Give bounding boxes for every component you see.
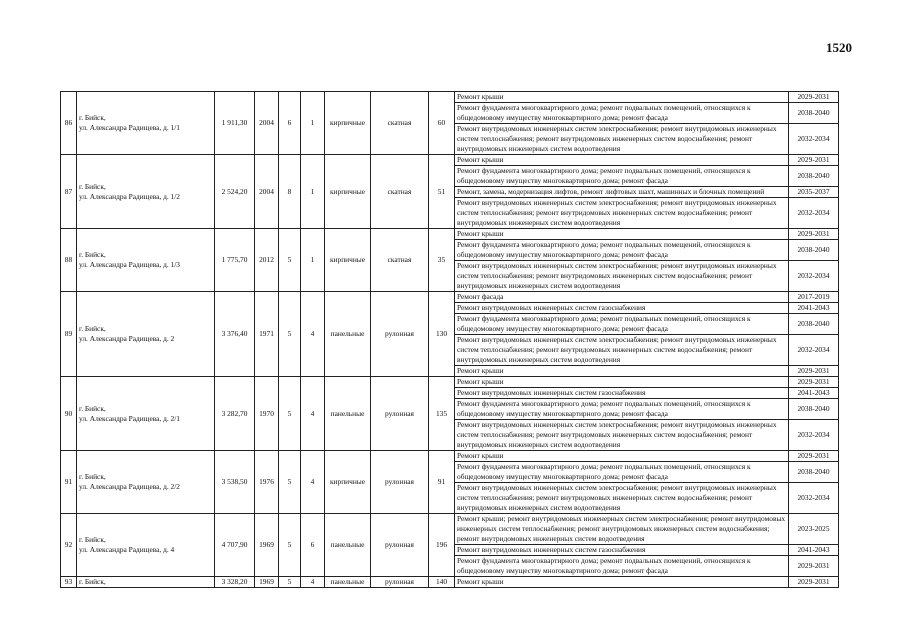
- work-description: Ремонт фундамента многоквартирного дома; ремонт подвальных помещений, относящихся к общедомовому имуществу многоквартирного дома; ремонт фасада: [455, 314, 789, 335]
- building-year: 1976: [255, 451, 279, 514]
- building-walls: панельные: [325, 514, 371, 577]
- address-street: ул. Александра Радищева, д. 2/1: [79, 413, 180, 423]
- work-description: Ремонт крыши: [455, 155, 789, 166]
- building-number: 91: [61, 451, 77, 514]
- work-description: Ремонт крыши: [455, 451, 789, 462]
- building-floors: 5: [279, 292, 301, 377]
- building-address: [77, 92, 215, 155]
- building-number: 87: [61, 155, 77, 229]
- work-description: Ремонт фундамента многоквартирного дома; ремонт подвальных помещений, относящихся к общедомовому имуществу многоквартирного дома; ремонт фасада: [455, 556, 789, 577]
- work-period: 2029-2031: [789, 451, 839, 462]
- work-description: Ремонт внутридомовых инженерных систем газоснабжения: [455, 303, 789, 314]
- work-description: Ремонт, замена, модернизация лифтов, ремонт лифтовых шахт, машинных и блочных помещений: [455, 187, 789, 198]
- building-year: 2004: [255, 155, 279, 229]
- work-period: 2029-2031: [789, 377, 839, 388]
- work-description: Ремонт крыши; ремонт внутридомовых инженерных систем электроснабжения; ремонт внутридомовых инженерных систем теплоснабжения; ремонт внутридомовых инженерных систем водоснабжения; ремонт внутридомовых инженерных систем водоотведения: [455, 514, 789, 545]
- building-area: 3 538,50: [215, 451, 255, 514]
- building-residents: 130: [429, 292, 455, 377]
- table-row: [61, 377, 839, 388]
- building-entrances: 4: [301, 292, 325, 377]
- building-area: 4 707,90: [215, 514, 255, 577]
- building-number: 89: [61, 292, 77, 377]
- building-roof: рулонная: [371, 577, 429, 588]
- work-description: Ремонт фундамента многоквартирного дома; ремонт подвальных помещений, относящихся к общедомовому имуществу многоквартирного дома; ремонт фасада: [455, 166, 789, 187]
- table-row: [61, 155, 839, 166]
- building-walls: панельные: [325, 577, 371, 588]
- table-row: [61, 229, 839, 240]
- building-address: [77, 292, 215, 377]
- building-residents: 60: [429, 92, 455, 155]
- building-year: 1971: [255, 292, 279, 377]
- building-year: 2012: [255, 229, 279, 292]
- building-address: [77, 514, 215, 577]
- building-walls: кирпичные: [325, 155, 371, 229]
- building-address: [77, 229, 215, 292]
- building-floors: 5: [279, 229, 301, 292]
- building-floors: 5: [279, 514, 301, 577]
- work-period: 2038-2040: [789, 399, 839, 420]
- work-period: 2038-2040: [789, 462, 839, 483]
- table-row: [61, 451, 839, 462]
- address-street: ул. Александра Радищева, д. 1/2: [79, 191, 180, 201]
- work-period: 2041-2043: [789, 545, 839, 556]
- building-entrances: 1: [301, 92, 325, 155]
- work-period: 2029-2031: [789, 229, 839, 240]
- building-year: 2004: [255, 92, 279, 155]
- work-period: 2041-2043: [789, 388, 839, 399]
- building-floors: 5: [279, 377, 301, 451]
- work-period: 2041-2043: [789, 303, 839, 314]
- building-entrances: 6: [301, 514, 325, 577]
- page-number: 1520: [826, 40, 852, 55]
- address-city: г. Бийск,: [79, 250, 106, 259]
- work-period: 2029-2031: [789, 155, 839, 166]
- work-description: Ремонт внутридомовых инженерных систем электроснабжения; ремонт внутридомовых инженерных систем теплоснабжения; ремонт внутридомовых инженерных систем водоснабжения; ремонт внутридомовых инженерных систем водоотведения: [455, 483, 789, 514]
- building-year: 1969: [255, 514, 279, 577]
- table-row: [61, 577, 839, 588]
- address-street: ул. Александра Радищева, д. 1/3: [79, 260, 180, 269]
- work-description: Ремонт внутридомовых инженерных систем электроснабжения; ремонт внутридомовых инженерных систем теплоснабжения; ремонт внутридомовых инженерных систем водоснабжения; ремонт внутридомовых инженерных систем водоотведения: [455, 198, 789, 229]
- building-floors: 6: [279, 92, 301, 155]
- building-area: 3 376,40: [215, 292, 255, 377]
- building-walls: панельные: [325, 377, 371, 451]
- building-year: 1970: [255, 377, 279, 451]
- building-roof: рулонная: [371, 377, 429, 451]
- building-entrances: 4: [301, 451, 325, 514]
- building-area: 3 328,20: [215, 577, 255, 588]
- building-entrances: 4: [301, 377, 325, 451]
- work-period: 2032-2034: [789, 335, 839, 366]
- work-period: 2038-2040: [789, 240, 839, 261]
- building-walls: панельные: [325, 292, 371, 377]
- building-area: 1 775,70: [215, 229, 255, 292]
- address-city: г. Бийск,: [79, 324, 106, 333]
- building-walls: кирпичные: [325, 451, 371, 514]
- address-street: ул. Александра Радищева, д. 4: [79, 545, 175, 554]
- building-address: [77, 451, 215, 514]
- building-residents: 140: [429, 577, 455, 588]
- work-description: Ремонт внутридомовых инженерных систем газоснабжения: [455, 545, 789, 556]
- table-row: [61, 292, 839, 303]
- building-residents: 196: [429, 514, 455, 577]
- work-description: Ремонт крыши: [455, 92, 789, 103]
- work-period: 2029-2031: [789, 556, 839, 577]
- building-number: 86: [61, 92, 77, 155]
- building-floors: 5: [279, 451, 301, 514]
- work-period: 2017-2019: [789, 292, 839, 303]
- address-city: г. Бийск,: [79, 113, 106, 122]
- building-residents: 51: [429, 155, 455, 229]
- work-period: 2038-2040: [789, 103, 839, 124]
- work-period: 2035-2037: [789, 187, 839, 198]
- work-description: Ремонт фундамента многоквартирного дома; ремонт подвальных помещений, относящихся к общедомовому имуществу многоквартирного дома; ремонт фасада: [455, 103, 789, 124]
- work-description: Ремонт крыши: [455, 229, 789, 240]
- building-residents: 35: [429, 229, 455, 292]
- work-period: 2032-2034: [789, 198, 839, 229]
- table-row: [61, 514, 839, 545]
- building-walls: кирпичные: [325, 229, 371, 292]
- building-area: 3 282,70: [215, 377, 255, 451]
- work-period: 2038-2040: [789, 314, 839, 335]
- building-roof: скатная: [371, 155, 429, 229]
- building-entrances: 1: [301, 229, 325, 292]
- address-city: г. Бийск,: [79, 181, 106, 191]
- work-description: Ремонт внутридомовых инженерных систем электроснабжения; ремонт внутридомовых инженерных систем теплоснабжения; ремонт внутридомовых инженерных систем водоснабжения; ремонт внутридомовых инженерных систем водоотведения: [455, 420, 789, 451]
- building-address: [77, 155, 215, 229]
- building-entrances: 1: [301, 155, 325, 229]
- building-number: 92: [61, 514, 77, 577]
- work-description: Ремонт крыши: [455, 377, 789, 388]
- work-period: 2029-2031: [789, 577, 839, 588]
- building-number: 93: [61, 577, 77, 588]
- building-roof: скатная: [371, 229, 429, 292]
- work-description: Ремонт фундамента многоквартирного дома; ремонт подвальных помещений, относящихся к общедомовому имуществу многоквартирного дома; ремонт фасада: [455, 399, 789, 420]
- work-description: Ремонт фундамента многоквартирного дома; ремонт подвальных помещений, относящихся к общедомовому имуществу многоквартирного дома; ремонт фасада: [455, 240, 789, 261]
- work-period: 2029-2031: [789, 92, 839, 103]
- building-floors: 5: [279, 577, 301, 588]
- table-row: [61, 92, 839, 103]
- work-period: 2032-2034: [789, 124, 839, 155]
- building-roof: рулонная: [371, 514, 429, 577]
- building-number: 88: [61, 229, 77, 292]
- building-roof: рулонная: [371, 292, 429, 377]
- work-description: Ремонт внутридомовых инженерных систем газоснабжения: [455, 388, 789, 399]
- address-city: г. Бийск,: [79, 535, 106, 544]
- building-address: [77, 577, 215, 588]
- work-description: Ремонт крыши: [455, 366, 789, 377]
- address-city: г. Бийск,: [79, 403, 106, 413]
- building-address: [77, 377, 215, 451]
- building-walls: кирпичные: [325, 92, 371, 155]
- building-number: 90: [61, 377, 77, 451]
- work-description: Ремонт фасада: [455, 292, 789, 303]
- address-street: ул. Александра Радищева, д. 2: [79, 334, 175, 343]
- work-period: 2032-2034: [789, 483, 839, 514]
- work-period: 2032-2034: [789, 261, 839, 292]
- work-period: 2032-2034: [789, 420, 839, 451]
- work-description: Ремонт крыши: [455, 577, 789, 588]
- work-description: Ремонт внутридомовых инженерных систем электроснабжения; ремонт внутридомовых инженерных систем теплоснабжения; ремонт внутридомовых инженерных систем водоснабжения; ремонт внутридомовых инженерных систем водоотведения: [455, 335, 789, 366]
- work-period: 2038-2040: [789, 166, 839, 187]
- work-period: 2029-2031: [789, 366, 839, 377]
- address-street: ул. Александра Радищева, д. 2/2: [79, 482, 180, 491]
- repair-schedule-table: [60, 91, 839, 588]
- work-description: Ремонт фундамента многоквартирного дома; ремонт подвальных помещений, относящихся к общедомовому имуществу многоквартирного дома; ремонт фасада: [455, 462, 789, 483]
- address-city: г. Бийск,: [79, 472, 106, 481]
- work-description: Ремонт внутридомовых инженерных систем электроснабжения; ремонт внутридомовых инженерных систем теплоснабжения; ремонт внутридомовых инженерных систем водоснабжения; ремонт внутридомовых инженерных систем водоотведения: [455, 261, 789, 292]
- building-roof: рулонная: [371, 451, 429, 514]
- address-city: г. Бийск,: [79, 577, 106, 586]
- work-period: 2023-2025: [789, 514, 839, 545]
- building-roof: скатная: [371, 92, 429, 155]
- work-description: Ремонт внутридомовых инженерных систем электроснабжения; ремонт внутридомовых инженерных систем теплоснабжения; ремонт внутридомовых инженерных систем водоснабжения; ремонт внутридомовых инженерных систем водоотведения: [455, 124, 789, 155]
- building-year: 1969: [255, 577, 279, 588]
- building-entrances: 4: [301, 577, 325, 588]
- address-street: ул. Александра Радищева, д. 1/1: [79, 123, 180, 132]
- building-area: 2 524,20: [215, 155, 255, 229]
- building-floors: 8: [279, 155, 301, 229]
- building-area: 1 911,30: [215, 92, 255, 155]
- building-residents: 135: [429, 377, 455, 451]
- building-residents: 91: [429, 451, 455, 514]
- table-body: [61, 92, 839, 588]
